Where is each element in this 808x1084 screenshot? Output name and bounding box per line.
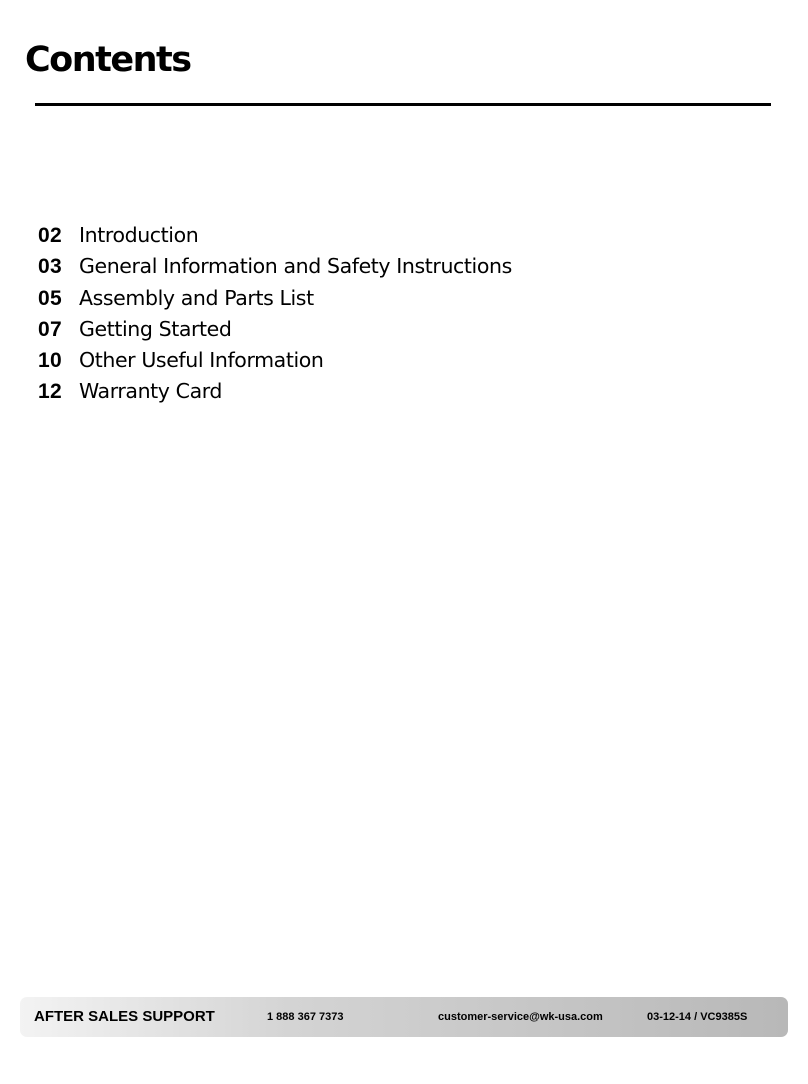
after-sales-support-bar (20, 997, 788, 1037)
toc-page-number: 12 (38, 380, 62, 404)
support-phone[interactable]: 1 888 367 7373 (267, 1011, 344, 1023)
toc-entry-label: Introduction (79, 223, 199, 247)
document-code: 03-12-14 / VC9385S (647, 1011, 748, 1023)
support-heading: AFTER SALES SUPPORT (34, 1008, 215, 1025)
toc-entry-label: Getting Started (79, 316, 232, 341)
table-of-contents (38, 220, 512, 408)
toc-entry-label: General Information and Safety Instructions (79, 254, 512, 279)
toc-entry[interactable] (38, 283, 512, 314)
toc-entry[interactable] (38, 314, 512, 345)
toc-page-number: 07 (38, 317, 62, 341)
title-divider (35, 103, 771, 106)
toc-entry-label: Other Useful Information (79, 348, 324, 373)
toc-page-number: 10 (38, 349, 62, 373)
page-title: Contents (25, 40, 191, 80)
toc-entry[interactable] (38, 345, 512, 376)
toc-entry[interactable] (38, 220, 512, 251)
toc-page-number: 05 (38, 286, 62, 310)
toc-entry[interactable] (38, 251, 512, 282)
toc-page-number: 03 (38, 255, 62, 279)
toc-entry-label: Warranty Card (79, 379, 223, 404)
support-email[interactable]: customer-service@wk-usa.com (438, 1011, 603, 1023)
toc-entry-label: Assembly and Parts List (79, 285, 314, 310)
toc-entry[interactable] (38, 376, 512, 407)
toc-page-number: 02 (38, 224, 62, 247)
